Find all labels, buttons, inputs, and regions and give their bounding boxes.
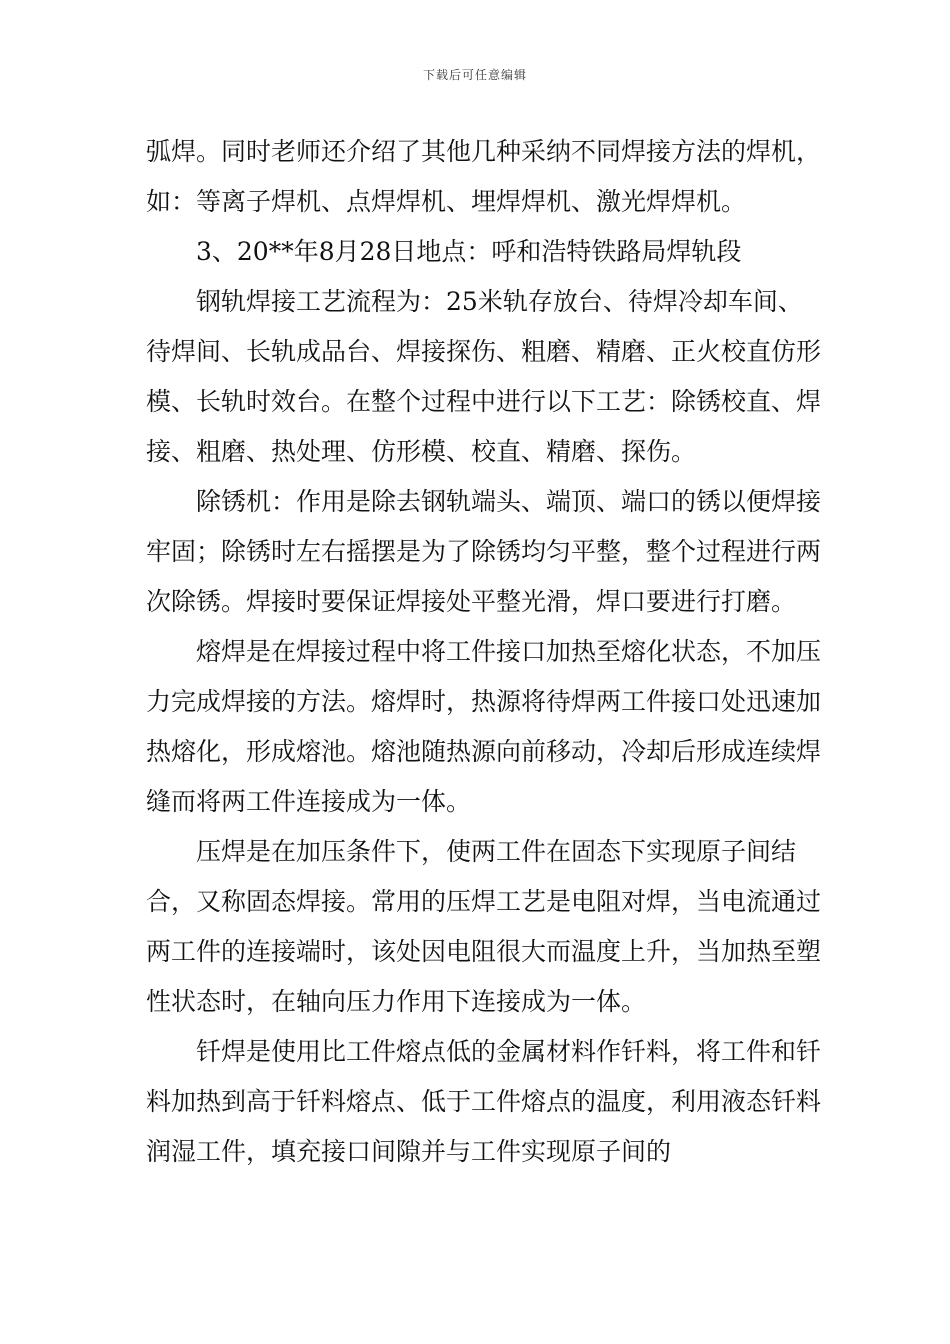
paragraph-derusting-machine: 除锈机：作用是除去钢轨端头、端顶、端口的锈以便焊接牢固；除锈时左右摇摆是为了除锈均匀平整，整个过程进行两次除锈。焊接时要保证焊接处平整光滑，焊口要进行打磨。 [146,487,822,616]
paragraph-rail-welding-process: 钢轨焊接工艺流程为：25米轨存放台、待焊冷却车间、待焊间、长轨成品台、焊接探伤、粗磨、精磨、正火校直仿形模、长轨时效台。在整个过程中进行以下工艺：除锈校直、焊接、粗磨、热处理、仿形模、校直、精磨、探伤。 [146,287,822,466]
paragraph-continuation: 弧焊。同时老师还介绍了其他几种采纳不同焊接方法的焊机，如：等离子焊机、点焊焊机、埋焊焊机、激光焊焊机。 [146,137,822,216]
paragraph-fusion-welding: 熔焊是在焊接过程中将工件接口加热至熔化状态，不加压力完成焊接的方法。熔焊时，热源将待焊两工件接口处迅速加热熔化，形成熔池。熔池随热源向前移动，冷却后形成连续焊缝而将两工件连接成为一体。 [146,637,822,816]
paragraph-brazing: 钎焊是使用比工件熔点低的金属材料作钎料，将工件和钎料加热到高于钎料熔点、低于工件熔点的温度，利用液态钎料润湿工件，填充接口间隙并与工件实现原子间的 [146,1037,822,1166]
page-header-note: 下载后可任意编辑 [422,68,527,82]
paragraph-pressure-welding: 压焊是在加压条件下，使两工件在固态下实现原子间结合，又称固态焊接。常用的压焊工艺是电阻对焊，当电流通过两工件的连接端时，该处因电阻很大而温度上升，当加热至塑性状态时，在轴向压力作用下连接成为一体。 [146,837,822,1016]
document-body [146,127,826,1177]
section-heading-visit-3: 3、20**年8月28日地点：呼和浩特铁路局焊轨段 [196,237,742,266]
